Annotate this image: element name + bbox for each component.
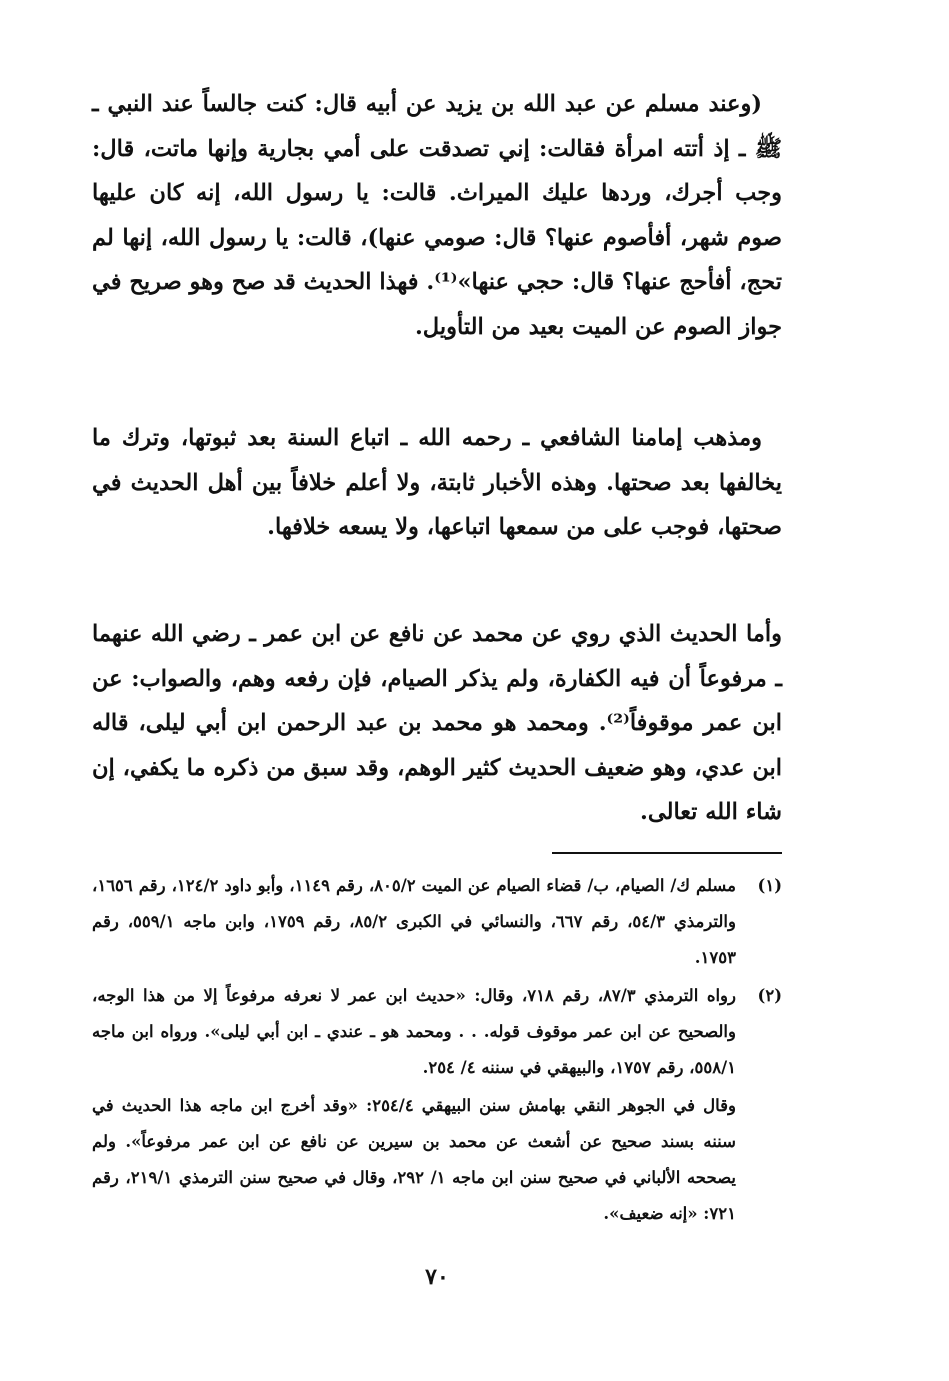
page-number: ٧٠	[425, 1264, 449, 1290]
footnote-text: رواه الترمذي ٨٧/٣، رقم ٧١٨، وقال: «حديث ابن عمر لا نعرفه مرفوعاً إلا من هذا الوجه، والصحيح عن ابن عمر موقوف قوله. . . ومحمد هو ـ عندي ـ ابن أبي ليلى». ورواه ابن ماجه ٥٥٨/١، رقم ١٧٥٧، والبيهقي في سننه ٤/ ٢٥٤.	[92, 986, 736, 1077]
footnote-2	[92, 978, 782, 1086]
paragraph-shafii-madhhab: ومذهب إمامنا الشافعي ـ رحمه الله ـ اتباع السنة بعد ثبوتها، وترك ما يخالفها بعد صحتها. وهذه الأخبار ثابتة، ولا أعلم خلافاً بين أهل الحديث في صحتها، فوجب على من سمعها اتباعها، ولا يسعه خلافها.	[92, 425, 782, 540]
book-page	[92, 82, 782, 1302]
footnote-number: (١)	[757, 876, 782, 895]
footnotes	[92, 868, 782, 1232]
footnote-number: (٢)	[757, 986, 782, 1005]
footnote-text: مسلم ك/ الصيام، ب/ قضاء الصيام عن الميت ٨٠٥/٢، رقم ١١٤٩، وأبو داود ١٢٤/٢، رقم ١٦٥٦، والترمذي ٥٤/٣، رقم ٦٦٧، والنسائي في الكبرى ٨٥/٢، رقم ١٧٥٩، وابن ماجه ٥٥٩/١، رقم ١٧٥٣.	[92, 876, 736, 967]
footnote-divider	[552, 852, 782, 854]
paragraph-ibn-umar-hadith: وأما الحديث الذي روي عن محمد عن نافع عن ابن عمر ـ رضي الله عنهما ـ مرفوعاً أن فيه الكفارة، ولم يذكر الصيام، فإن رفعه وهم، والصواب: عن ابن عمر موقوفاً⁽²⁾. ومحمد هو محمد بن عبد الرحمن ابن أبي ليلى، قاله ابن عدي، وهو ضعيف الحديث كثير الوهم، وقد سبق من ذكره ما يكفي، إن شاء الله تعالى.	[92, 621, 782, 825]
footnote-1	[92, 868, 782, 976]
paragraph-hadith-muslim: (وعند مسلم عن عبد الله بن يزيد عن أبيه قال: كنت جالساً عند النبي ـ ﷺ ـ إذ أتته امرأة فقالت: إني تصدقت على أمي بجارية وإنها ماتت، قال: وجب أجرك، وردها عليك الميراث. قالت: يا رسول الله، إنه كان عليها صوم شهر، أفأصوم عنها؟ قال: صومي عنها)، قالت: يا رسول الله، إنها لم تحج، أفأحج عنها؟ قال: حجي عنها»⁽¹⁾. فهذا الحديث قد صح وهو صريح في جواز الصوم عن الميت بعيد من التأويل.	[92, 91, 782, 340]
footnote-2-continuation: وقال في الجوهر النقي بهامش سنن البيهقي ٢٥٤/٤: «وقد أخرج ابن ماجه هذا الحديث في سننه بسند صحيح عن أشعث عن محمد بن سيرين عن نافع عن ابن عمر مرفوعاً». ولم يصححه الألباني في صحيح سنن ابن ماجه ١/ ٢٩٢، وقال في صحيح سنن الترمذي ٢١٩/١، رقم ٧٢١: «إنه ضعيف».	[92, 1096, 736, 1223]
